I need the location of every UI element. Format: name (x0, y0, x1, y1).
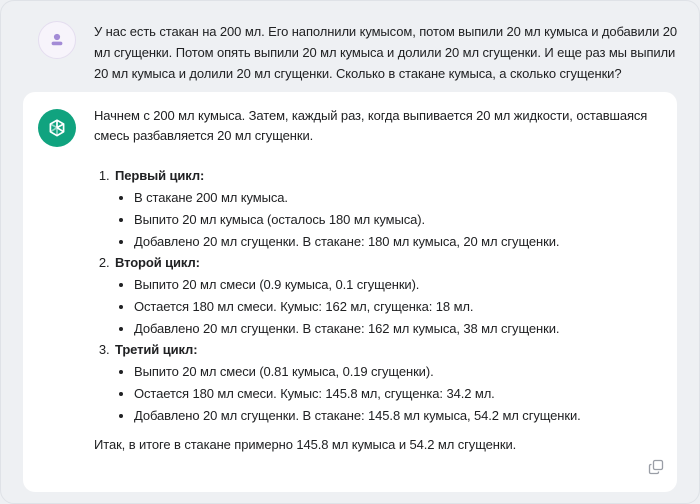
step-details (115, 362, 664, 426)
step-item (113, 166, 664, 252)
assistant-avatar (38, 109, 76, 147)
user-icon (49, 31, 65, 49)
user-message-text: У нас есть стакан на 200 мл. Его наполнили кумысом, потом выпили 20 мл кумыса и добавили 20 мл сгущенки. Потом опять выпили 20 мл кумыса и долили 20 мл сгущенки. И еще раз мы выпили 20 мл кумыса и долили 20 мл сгущенки. Сколько в стакане кумыса, а сколько сгущенки? (94, 24, 678, 81)
list-item: • Выпито 20 мл смеси (0.9 кумыса, 0.1 сгущенки). (134, 275, 664, 295)
copy-icon (648, 459, 664, 475)
list-item: • Остается 180 мл смеси. Кумыс: 162 мл, сгущенка: 18 мл. (134, 297, 664, 317)
user-message (1, 1, 699, 89)
user-avatar (38, 21, 76, 59)
list-item: • Добавлено 20 мл сгущенки. В стакане: 145.8 мл кумыса, 54.2 мл сгущенки. (134, 406, 664, 426)
step-title: Третий цикл: (115, 342, 198, 357)
step-item (113, 253, 664, 339)
assistant-message (23, 92, 677, 492)
openai-logo-icon (45, 116, 69, 140)
step-title: Первый цикл: (115, 168, 205, 183)
list-item: • Выпито 20 мл кумыса (осталось 180 мл кумыса). (134, 210, 664, 230)
steps-list (94, 166, 664, 426)
step-details (115, 188, 664, 252)
step-item (113, 340, 664, 426)
list-item: • Выпито 20 мл смеси (0.81 кумыса, 0.19 сгущенки). (134, 362, 664, 382)
list-item: • Добавлено 20 мл сгущенки. В стакане: 162 мл кумыса, 38 мл сгущенки. (134, 319, 664, 339)
copy-button[interactable] (648, 459, 664, 475)
list-item: • Добавлено 20 мл сгущенки. В стакане: 180 мл кумыса, 20 мл сгущенки. (134, 232, 664, 252)
step-details (115, 275, 664, 339)
list-item: • В стакане 200 мл кумыса. (134, 188, 664, 208)
assistant-message-content (94, 106, 664, 455)
assistant-conclusion: Итак, в итоге в стакане примерно 145.8 мл кумыса и 54.2 мл сгущенки. (94, 437, 517, 452)
assistant-intro: Начнем с 200 мл кумыса. Затем, каждый раз, когда выпивается 20 мл жидкости, оставшаяся смесь разбавляется 20 мл сгущенки. (94, 108, 648, 143)
step-title: Второй цикл: (115, 255, 200, 270)
list-item: • Остается 180 мл смеси. Кумыс: 145.8 мл, сгущенка: 34.2 мл. (134, 384, 664, 404)
